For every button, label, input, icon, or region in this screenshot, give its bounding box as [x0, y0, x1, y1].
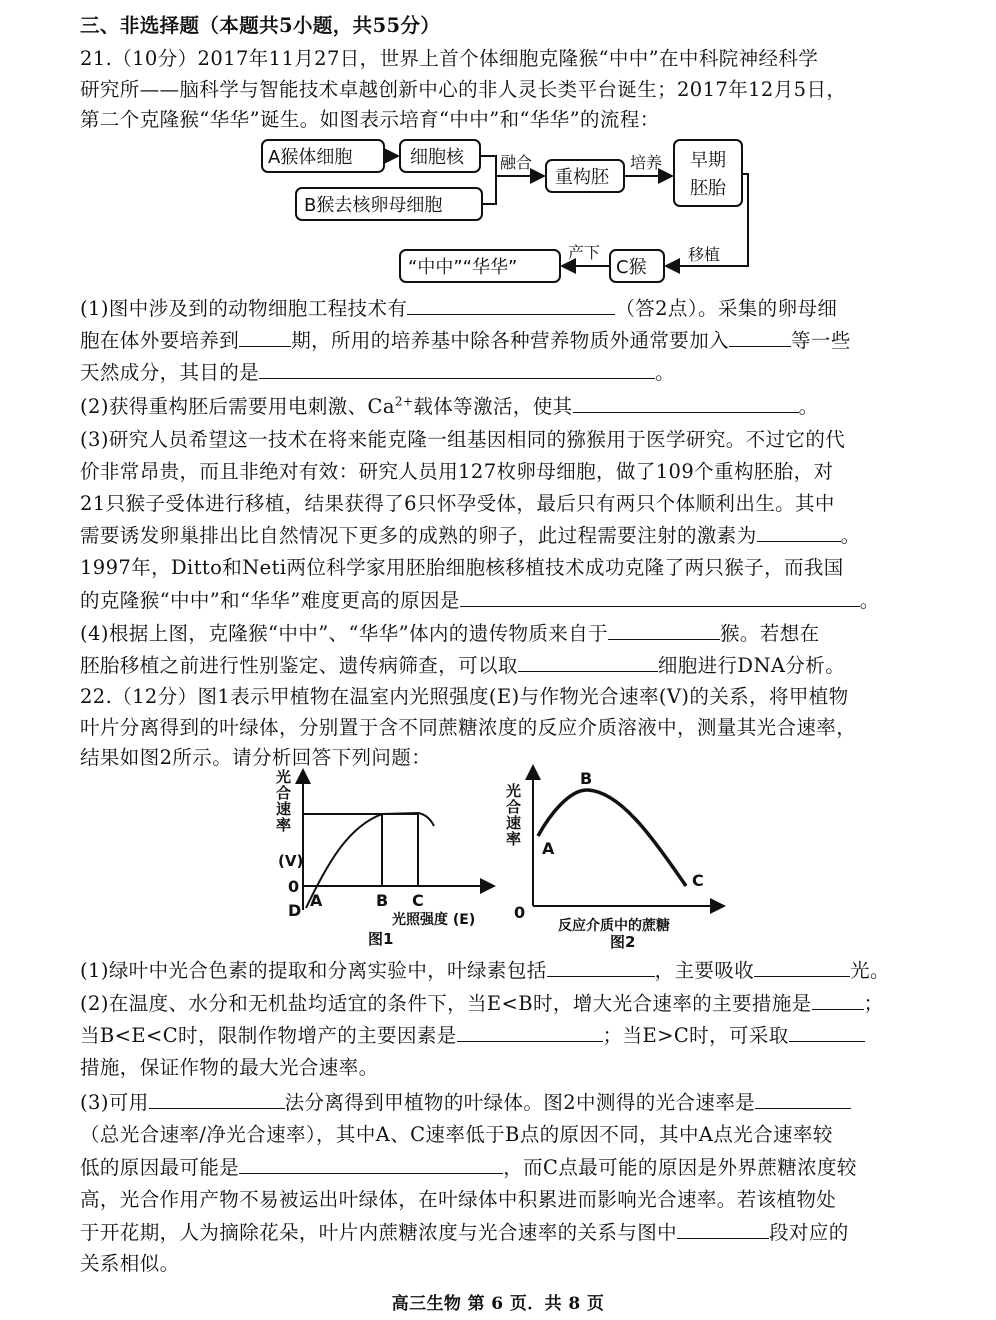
q21-p3-line-5: 1997年，Ditto和Neti两位科学家用胚胎细胞核移植技术成功克隆了两只猴子，而我国: [80, 556, 844, 579]
q22-p3-line-5: 于开花期，人为摘除花朵，叶片内蔗糖浓度与光合速率的关系与图中 段对应的: [80, 1221, 849, 1244]
answer-blank[interactable]: [457, 1023, 603, 1042]
birth-label: 产下: [568, 243, 601, 262]
q21-p1-line-3: 天然成分，其目的是 。: [80, 361, 676, 384]
fig1-caption: 图1: [368, 930, 394, 948]
fig2-caption: 图2: [610, 933, 636, 950]
q21-p1-line-1: (1)图中涉及到的动物细胞工程技术有 （答2点）。采集的卵母细: [80, 297, 838, 320]
q22-p3-line-6: 关系相似。: [80, 1252, 180, 1275]
answer-blank[interactable]: [239, 328, 291, 347]
fuse-label: 融合: [500, 153, 533, 172]
q22-p2-line-2: 当B<E<C时，限制作物增产的主要因素是 ；当E>C时，可采取: [80, 1023, 865, 1048]
q21-p3-line-6: 的克隆猴“中中”和“华华”难度更高的原因是 。: [80, 589, 880, 612]
q21-intro-line-1: 21.（10分）2017年11月27日，世界上首个体细胞克隆猴“中中”在中科院神经科学: [80, 47, 819, 70]
page-footer: 高三生物 第 6 页．共 8 页: [391, 1294, 605, 1314]
fig1-point-b: B: [376, 891, 389, 910]
q21-p3-line-3: 21只猴子受体进行移植，结果获得了6只怀孕受体，最后只有两只个体顺利出生。其中: [80, 492, 835, 515]
q22-p3-line-4: 高，光合作用产物不易被运出叶绿体，在叶绿体中积累进而影响光合速率。若该植物处: [80, 1188, 837, 1211]
answer-blank[interactable]: [259, 360, 655, 379]
q21-p3-line-2: 价非常昂贵，而且非绝对有效：研究人员用127枚卵母细胞，做了109个重构胚胎，对: [80, 460, 834, 483]
fig2-origin: 0: [514, 903, 526, 922]
answer-blank[interactable]: [573, 394, 799, 413]
q22-intro-line-3: 结果如图2所示。请分析回答下列问题：: [80, 746, 432, 769]
q22-intro-line-2: 叶片分离得到的叶绿体，分别置于含不同蔗糖浓度的反应介质溶液中，测量其光合速率，: [80, 716, 857, 739]
fig1-point-c: C: [412, 891, 424, 910]
box-result-label: “中中”“华华”: [408, 257, 518, 278]
fig2-ylabel-2: 合: [506, 798, 522, 816]
q21-p2: (2)获得重构胚后需要用电刺激、$Ca^{2+}$载体等激活，使其 。: [80, 394, 819, 418]
fig1-point-a: A: [310, 891, 323, 910]
box-c-label: C猴: [616, 257, 647, 278]
fig2-curve: [538, 790, 686, 886]
answer-blank[interactable]: [547, 958, 655, 977]
fig2-point-b: B: [580, 769, 593, 788]
transfer-label: 移植: [688, 245, 721, 264]
box-early-label-1: 早期: [690, 150, 726, 171]
q22-p1: (1)绿叶中光合色素的提取和分离实验中，叶绿素包括 ，主要吸收 光。: [80, 959, 890, 982]
q21-intro-line-2: 研究所——脑科学与智能技术卓越创新中心的非人灵长类平台诞生；2017年12月5日，: [80, 78, 847, 101]
fig1-yunit: (V): [278, 852, 304, 870]
q22-p3-line-3: 低的原因最可能是 ，而C点最可能的原因是外界蔗糖浓度较: [80, 1156, 857, 1179]
cloning-flow-diagram: [250, 134, 770, 294]
fig2-point-a: A: [542, 839, 555, 858]
answer-blank[interactable]: [608, 621, 720, 640]
q21-p4-line-1: (4)根据上图，克隆猴“中中”、“华华”体内的遗传物质来自于 猴。若想在: [80, 622, 820, 645]
fig1-ylabel-2: 合: [276, 784, 292, 802]
answer-blank[interactable]: [789, 1023, 865, 1042]
answer-blank[interactable]: [407, 296, 615, 315]
fig1-ylabel-1: 光: [276, 768, 292, 786]
fig1-ylabel-4: 率: [276, 816, 292, 834]
q21-intro-line-3: 第二个克隆猴“华华”诞生。如图表示培育“中中”和“华华”的流程：: [80, 108, 660, 131]
fig1-point-d: D: [288, 901, 302, 920]
answer-blank[interactable]: [518, 653, 658, 672]
answer-blank[interactable]: [754, 958, 850, 977]
fig1-ylabel-3: 速: [276, 800, 292, 818]
q21-p3-line-1: (3)研究人员希望这一技术在将来能克隆一组基因相同的猕猴用于医学研究。不过它的代: [80, 428, 846, 451]
q22-p2-line-3: 措施，保证作物的最大光合速率。: [80, 1056, 379, 1079]
fig2-ylabel-4: 率: [506, 830, 522, 848]
answer-blank[interactable]: [755, 1090, 851, 1109]
fig1-xlabel: 光照强度 (E): [392, 912, 476, 928]
answer-blank[interactable]: [677, 1220, 769, 1239]
q22-intro-line-1: 22.（12分）图1表示甲植物在温室内光照强度(E)与作物光合速率(V)的关系，将甲植物: [80, 685, 849, 708]
answer-blank[interactable]: [460, 588, 860, 607]
fig2-ylabel-1: 光: [506, 782, 522, 800]
answer-blank[interactable]: [729, 328, 791, 347]
figure-1: [270, 768, 500, 948]
box-early-label-2: 胚胎: [690, 178, 726, 199]
figure-2: [500, 764, 730, 950]
q22-p3-line-2: （总光合速率/净光合速率），其中A、C速率低于B点的原因不同，其中A点光合速率较: [80, 1123, 833, 1146]
fig2-xlabel: 反应介质中的蔗糖: [558, 918, 670, 934]
q21-p1-line-2: 胞在体外要培养到 期，所用的培养基中除各种营养物质外通常要加入 等一些: [80, 329, 851, 352]
answer-blank[interactable]: [239, 1155, 503, 1174]
fig1-origin: 0: [288, 877, 300, 896]
culture-label: 培养: [630, 153, 663, 172]
fig2-ylabel-3: 速: [506, 814, 522, 832]
box-embryo-label: 重构胚: [555, 167, 609, 188]
box-a-label: A猴体细胞: [268, 147, 353, 168]
box-nucleus-label: 细胞核: [410, 147, 464, 168]
answer-blank[interactable]: [812, 991, 864, 1010]
box-b-label: B猴去核卵母细胞: [304, 195, 443, 216]
q21-p4-line-2: 胚胎移植之前进行性别鉴定、遗传病筛查，可以取 细胞进行DNA分析。: [80, 654, 846, 677]
q22-p2-line-1: (2)在温度、水分和无机盐均适宜的条件下，当E<B时，增大光合速率的主要措施是 ；: [80, 992, 884, 1015]
fig2-point-c: C: [692, 871, 704, 890]
answer-blank[interactable]: [757, 523, 841, 542]
section-title: 三、非选择题（本题共5小题，共55分）: [80, 14, 441, 37]
answer-blank[interactable]: [149, 1090, 285, 1109]
q21-p3-line-4: 需要诱发卵巢排出比自然情况下更多的成熟的卵子，此过程需要注射的激素为 。: [80, 524, 861, 547]
q22-p3-line-1: (3)可用 法分离得到甲植物的叶绿体。图2中测得的光合速率是: [80, 1090, 851, 1115]
